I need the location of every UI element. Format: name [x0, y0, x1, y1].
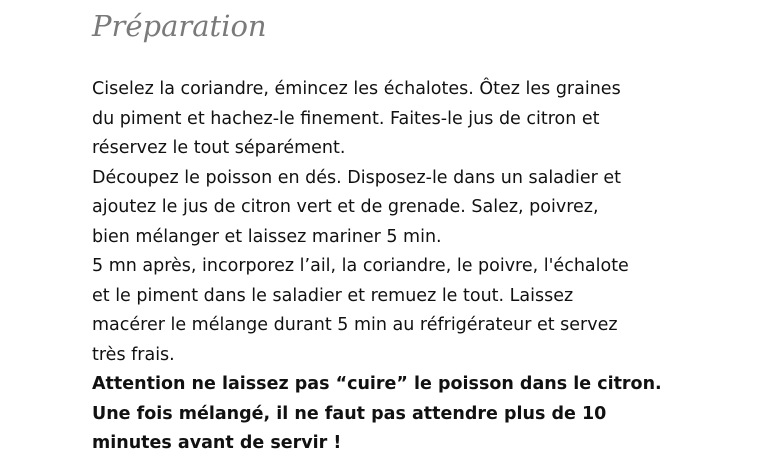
preparation-text	[92, 75, 752, 459]
text-line: ajoutez le jus de citron vert et de grenade. Salez, poivrez,	[92, 197, 599, 217]
text-line: du piment et hachez-le finement. Faites-le jus de citron et	[92, 108, 600, 129]
text-line: réservez le tout séparément.	[92, 138, 346, 158]
section-heading: Préparation	[92, 9, 267, 43]
text-line: bien mélanger et laissez mariner 5 min.	[92, 226, 442, 247]
text-line: 5 mn après, incorporez l’ail, la coriandre, le poivre, l'échalote	[92, 256, 629, 276]
warning-line: Une fois mélangé, il ne faut pas attendre plus de 10	[92, 403, 607, 424]
text-line: et le piment dans le saladier et remuez le tout. Laissez	[92, 285, 574, 306]
text-line: très frais.	[92, 344, 175, 365]
text-line: macérer le mélange durant 5 min au réfrigérateur et servez	[92, 315, 618, 335]
text-line: Découpez le poisson en dés. Disposez-le dans un saladier et	[92, 167, 622, 188]
warning-line: Attention ne laissez pas “cuire” le poisson dans le citron.	[92, 374, 662, 394]
text-line: Ciselez la coriandre, émincez les échalotes. Ôtez les graines	[92, 79, 621, 99]
warning-line: minutes avant de servir !	[92, 433, 342, 453]
